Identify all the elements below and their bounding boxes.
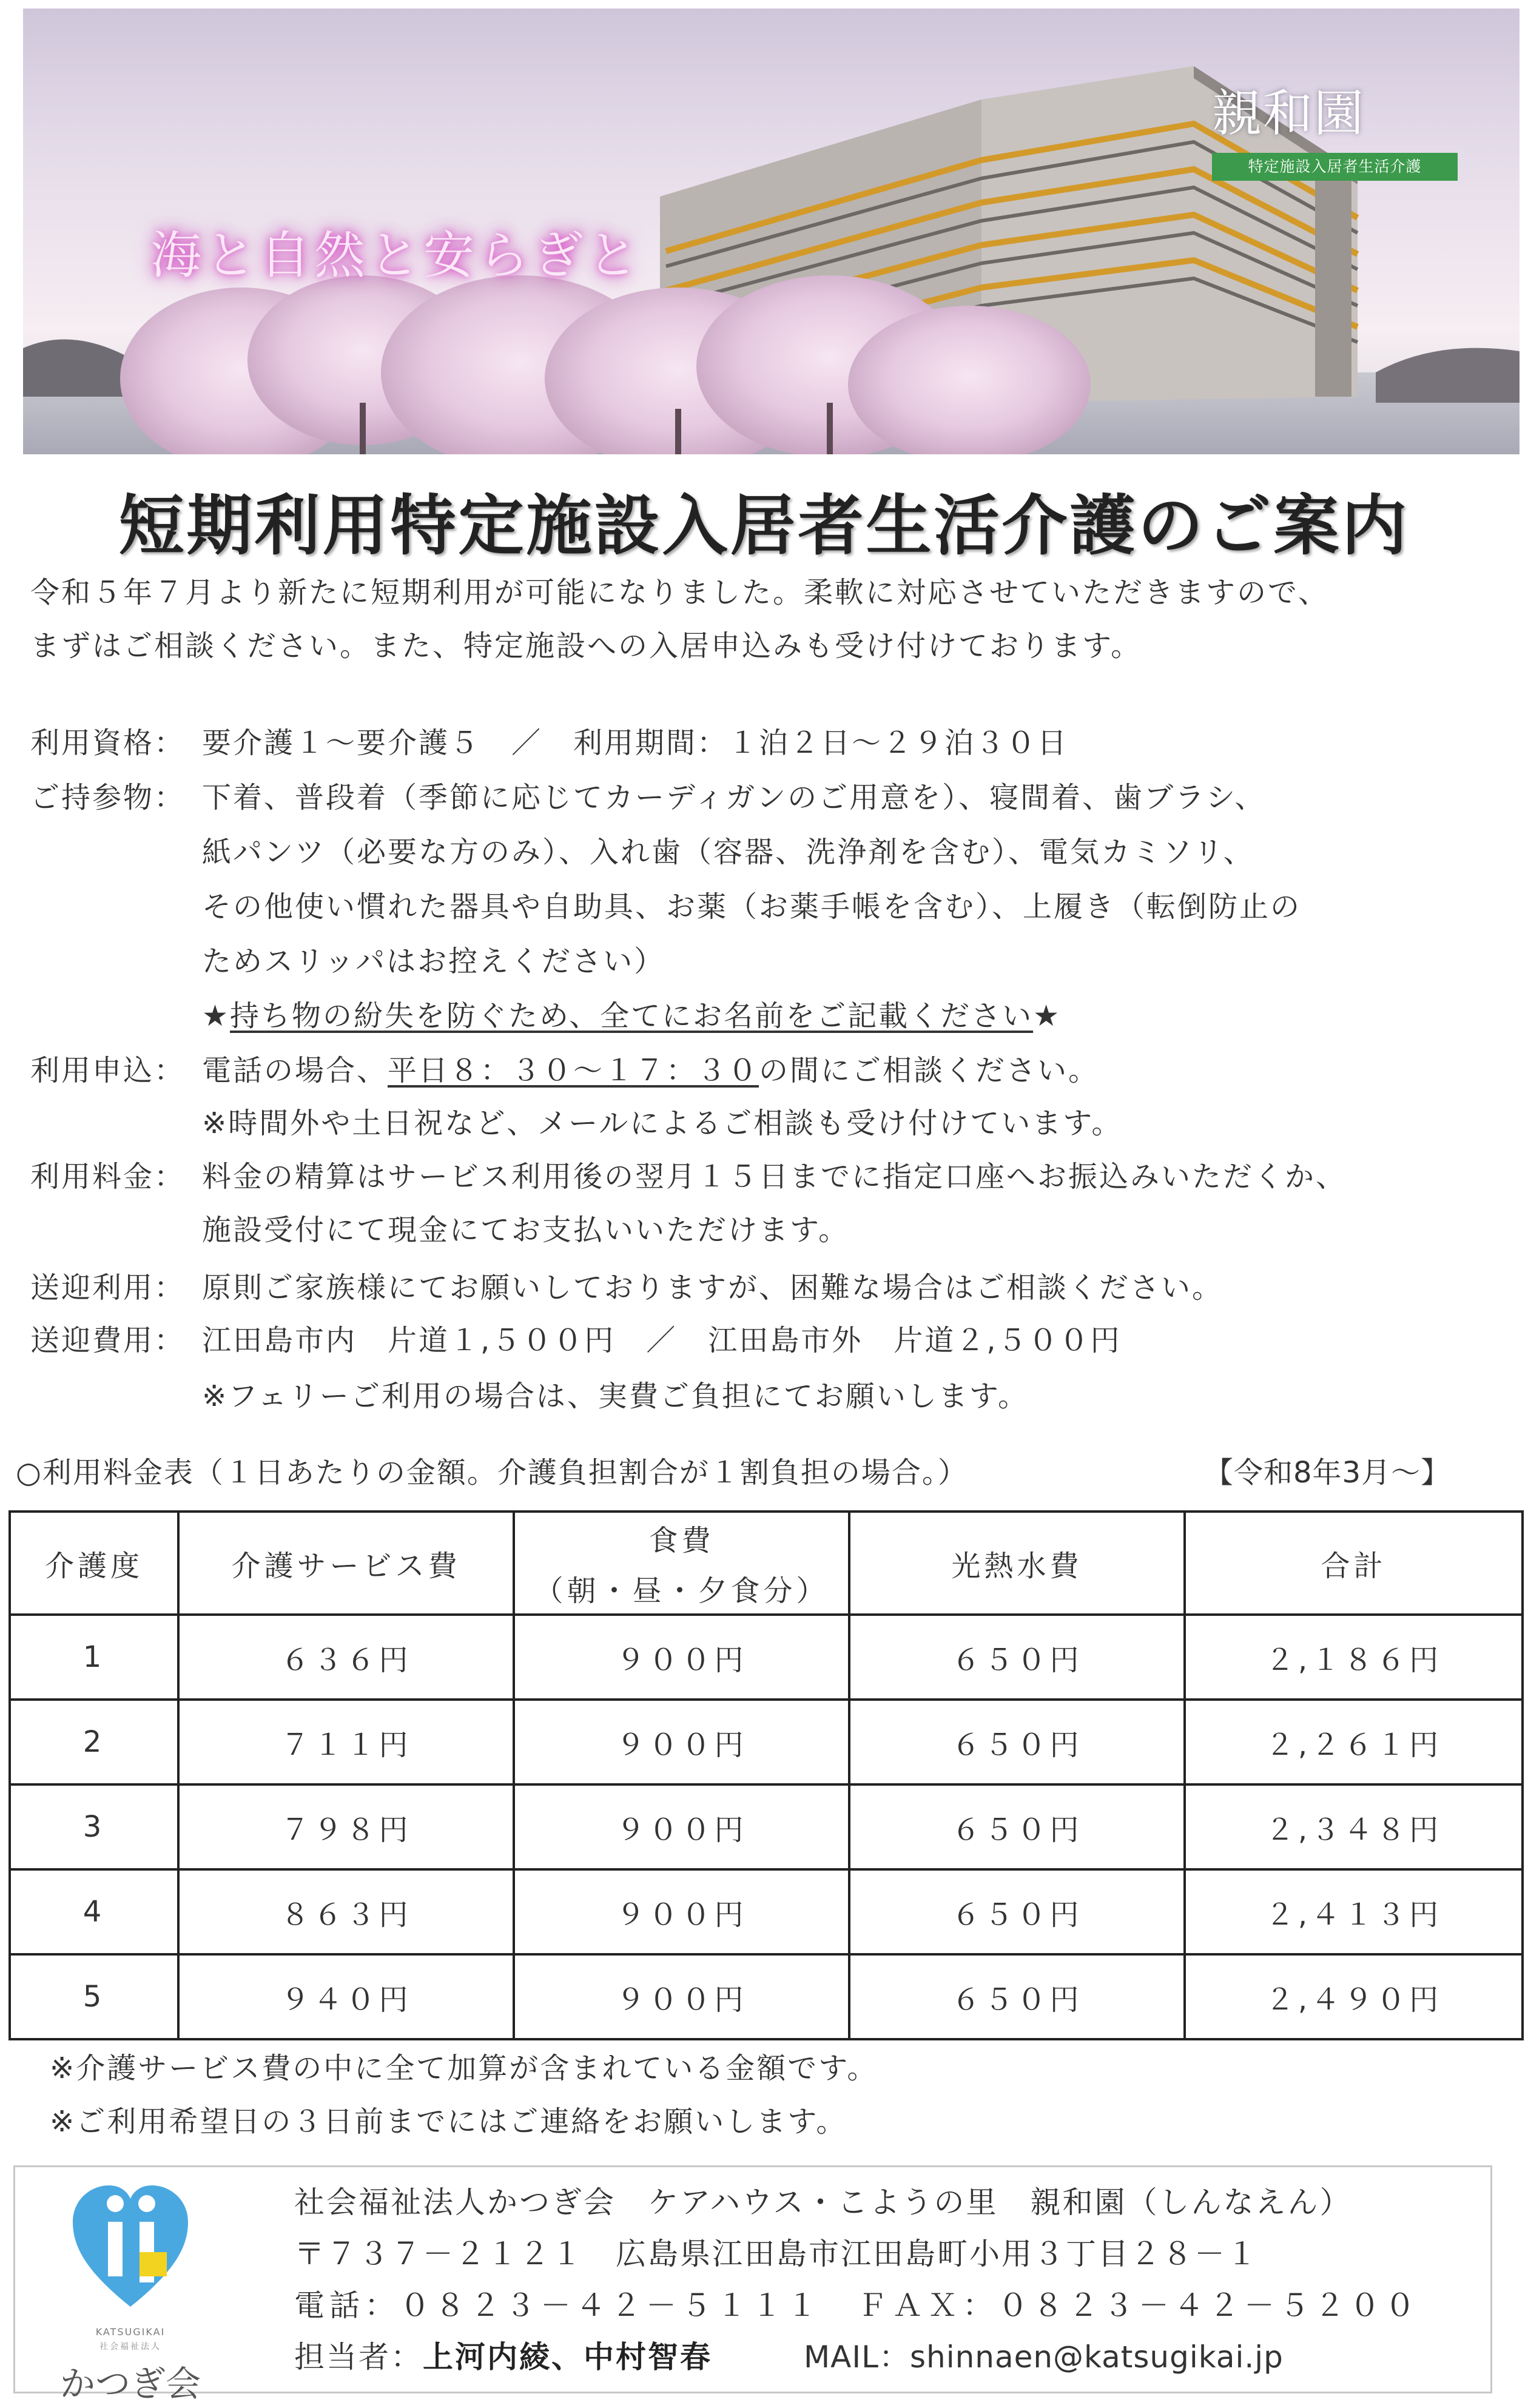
transport-row (30, 1270, 1223, 1306)
intro-line-1: 令和５年７月より新たに短期利用が可能になりました。柔軟に対応させていただきますので、 (30, 576, 1330, 610)
fee-line-2: 施設受付にて現金にてお支払いいただけます。 (202, 1213, 850, 1247)
items-label: ご持参物： (30, 781, 186, 815)
cell-service: ７１１円 (178, 1700, 514, 1784)
header-utility: 光熱水費 (849, 1512, 1185, 1615)
cell-level: 5 (10, 1954, 178, 2039)
ferry-note: ※フェリーご利用の場合は、実費ご負担にてお願いします。 (202, 1379, 1029, 1413)
mail-link[interactable]: shinnaen@katsugikai.jp (909, 2339, 1284, 2375)
org-name: かつぎ会 (59, 2363, 201, 2404)
transport-fee-row (30, 1322, 1122, 1359)
footer-phone-fax: 電話：０８２３－４２－５１１１ ＦＡＸ：０８２３－４２－５２００ (294, 2288, 1420, 2323)
items-note-text: 持ち物の紛失を防ぐため、全てにお名前をご記載ください (230, 999, 1034, 1033)
facility-logo-title: 親和園 (1212, 85, 1365, 143)
table-row (10, 1784, 1523, 1869)
apply-label: 利用申込： (30, 1054, 186, 1088)
apply-prefix: 電話の場合、 (202, 1054, 388, 1088)
eligibility-row (30, 725, 1068, 761)
items-row (30, 779, 1265, 816)
katsugikai-logo-icon (73, 2185, 188, 2313)
cell-utility: ６５０円 (849, 1784, 1185, 1869)
table-row (10, 1869, 1523, 1954)
cell-total: ２,３４８円 (1185, 1784, 1523, 1869)
header-level: 介護度 (10, 1512, 178, 1615)
contact-label: 担当者： (294, 2339, 423, 2375)
table-row (10, 1954, 1523, 2039)
items-line-4: ためスリッパはお控えください） (202, 944, 665, 978)
cell-meal: ９００円 (514, 1954, 849, 2039)
header-service: 介護サービス費 (178, 1512, 514, 1615)
table-header-row (10, 1512, 1523, 1615)
hero-slogan: 海と自然と安らぎと (150, 226, 642, 285)
apply-hours: 平日８：３０～１７：３０ (388, 1054, 759, 1088)
footer-mail (804, 2339, 1284, 2375)
contact-names: 上河内綾、中村智春 (423, 2339, 712, 2375)
eligibility-label: 利用資格： (30, 726, 186, 760)
cell-meal: ９００円 (514, 1615, 849, 1700)
transport-label: 送迎利用： (30, 1271, 186, 1305)
cell-utility: ６５０円 (849, 1615, 1185, 1700)
footer-address: 〒７３７－２１２１ 広島県江田島市江田島町小用３丁目２８－１ (294, 2236, 1259, 2272)
fee-line-1: 料金の精算はサービス利用後の翌月１５日までに指定口座へお振込みいただくか、 (202, 1160, 1347, 1194)
footer-line-1: 社会福祉法人かつぎ会 ケアハウス・こようの里 親和園（しんなえん） (294, 2185, 1352, 2220)
fee-label: 利用料金： (30, 1160, 186, 1194)
apply-row (30, 1052, 1099, 1089)
org-type: 社会福祉法人 (99, 2342, 161, 2352)
apply-note: ※時間外や土日祝など、メールによるご相談も受け付けています。 (202, 1106, 1123, 1140)
cell-service: ８６３円 (178, 1869, 514, 1954)
header-total: 合計 (1185, 1512, 1523, 1615)
org-name-en: KATSUGIKAI (95, 2326, 166, 2338)
cell-total: ２,４１３円 (1185, 1869, 1523, 1954)
cell-level: 1 (10, 1615, 178, 1700)
cell-level: 4 (10, 1869, 178, 1954)
header-meal-label: 食費 (648, 1524, 715, 1558)
table-note-1: ※介護サービス費の中に全て加算が含まれている金額です。 (50, 2051, 878, 2085)
cell-utility: ６５０円 (849, 1869, 1185, 1954)
footer-contact (294, 2339, 712, 2375)
table-row (10, 1700, 1523, 1784)
items-line-3: その他使い慣れた器具や自助具、お薬（お薬手帳を含む）、上履き（転倒防止の (202, 890, 1302, 924)
cell-meal: ９００円 (514, 1869, 849, 1954)
facility-logo-subtitle: 特定施設入居者生活介護 (1212, 153, 1458, 181)
cell-service: ６３６円 (178, 1615, 514, 1700)
header-meal (514, 1512, 849, 1615)
star-icon: ★ (1033, 999, 1062, 1033)
cell-level: 2 (10, 1700, 178, 1784)
apply-suffix: の間にご相談ください。 (759, 1054, 1100, 1088)
cell-service: ７９８円 (178, 1784, 514, 1869)
mail-label: MAIL： (804, 2339, 910, 2375)
cell-utility: ６５０円 (849, 1700, 1185, 1784)
cell-total: ２,４９０円 (1185, 1954, 1523, 2039)
contact-footer (13, 2165, 1492, 2404)
table-note-2: ※ご利用希望日の３日前までにはご連絡をお願いします。 (50, 2105, 847, 2139)
cell-service: ９４０円 (178, 1954, 514, 2039)
eligibility-value: 要介護１～要介護５ ／ 利用期間：１泊２日～２９泊３０日 (202, 726, 1069, 760)
cell-meal: ９００円 (514, 1784, 849, 1869)
items-line-2: 紙パンツ（必要な方のみ）、入れ歯（容器、洗浄剤を含む）、電気カミソリ、 (202, 835, 1254, 869)
hero-banner (23, 8, 1520, 454)
fee-table (8, 1510, 1524, 2040)
items-line-1: 下着、普段着（季節に応じてカーディガンのご用意を）、寝間着、歯ブラシ、 (202, 781, 1266, 815)
cell-meal: ９００円 (514, 1700, 849, 1784)
cell-level: 3 (10, 1784, 178, 1869)
intro-line-2: まずはご相談ください。また、特定施設への入居申込みも受け付けております。 (30, 629, 1142, 663)
cell-total: ２,１８６円 (1185, 1615, 1523, 1700)
transport-value: 原則ご家族様にてお願いしておりますが、困難な場合はご相談ください。 (202, 1271, 1223, 1305)
table-effective-date: 【令和8年3月～】 (1204, 1456, 1451, 1490)
cell-total: ２,２６１円 (1185, 1700, 1523, 1784)
transport-fee-label: 送迎費用： (30, 1323, 186, 1357)
transport-fee-value: 江田島市内 片道１,５００円 ／ 江田島市外 片道２,５００円 (202, 1323, 1122, 1357)
page-title: 短期利用特定施設入居者生活介護のご案内 (118, 488, 1410, 564)
header-meal-sub: （朝・昼・夕食分） (534, 1574, 829, 1608)
fee-row (30, 1159, 1347, 1195)
table-row (10, 1615, 1523, 1700)
cell-utility: ６５０円 (849, 1954, 1185, 2039)
items-note (202, 998, 1061, 1034)
star-icon: ★ (202, 999, 231, 1033)
table-caption: ○利用料金表（１日あたりの金額。介護負担割合が１割負担の場合。） (16, 1456, 968, 1490)
